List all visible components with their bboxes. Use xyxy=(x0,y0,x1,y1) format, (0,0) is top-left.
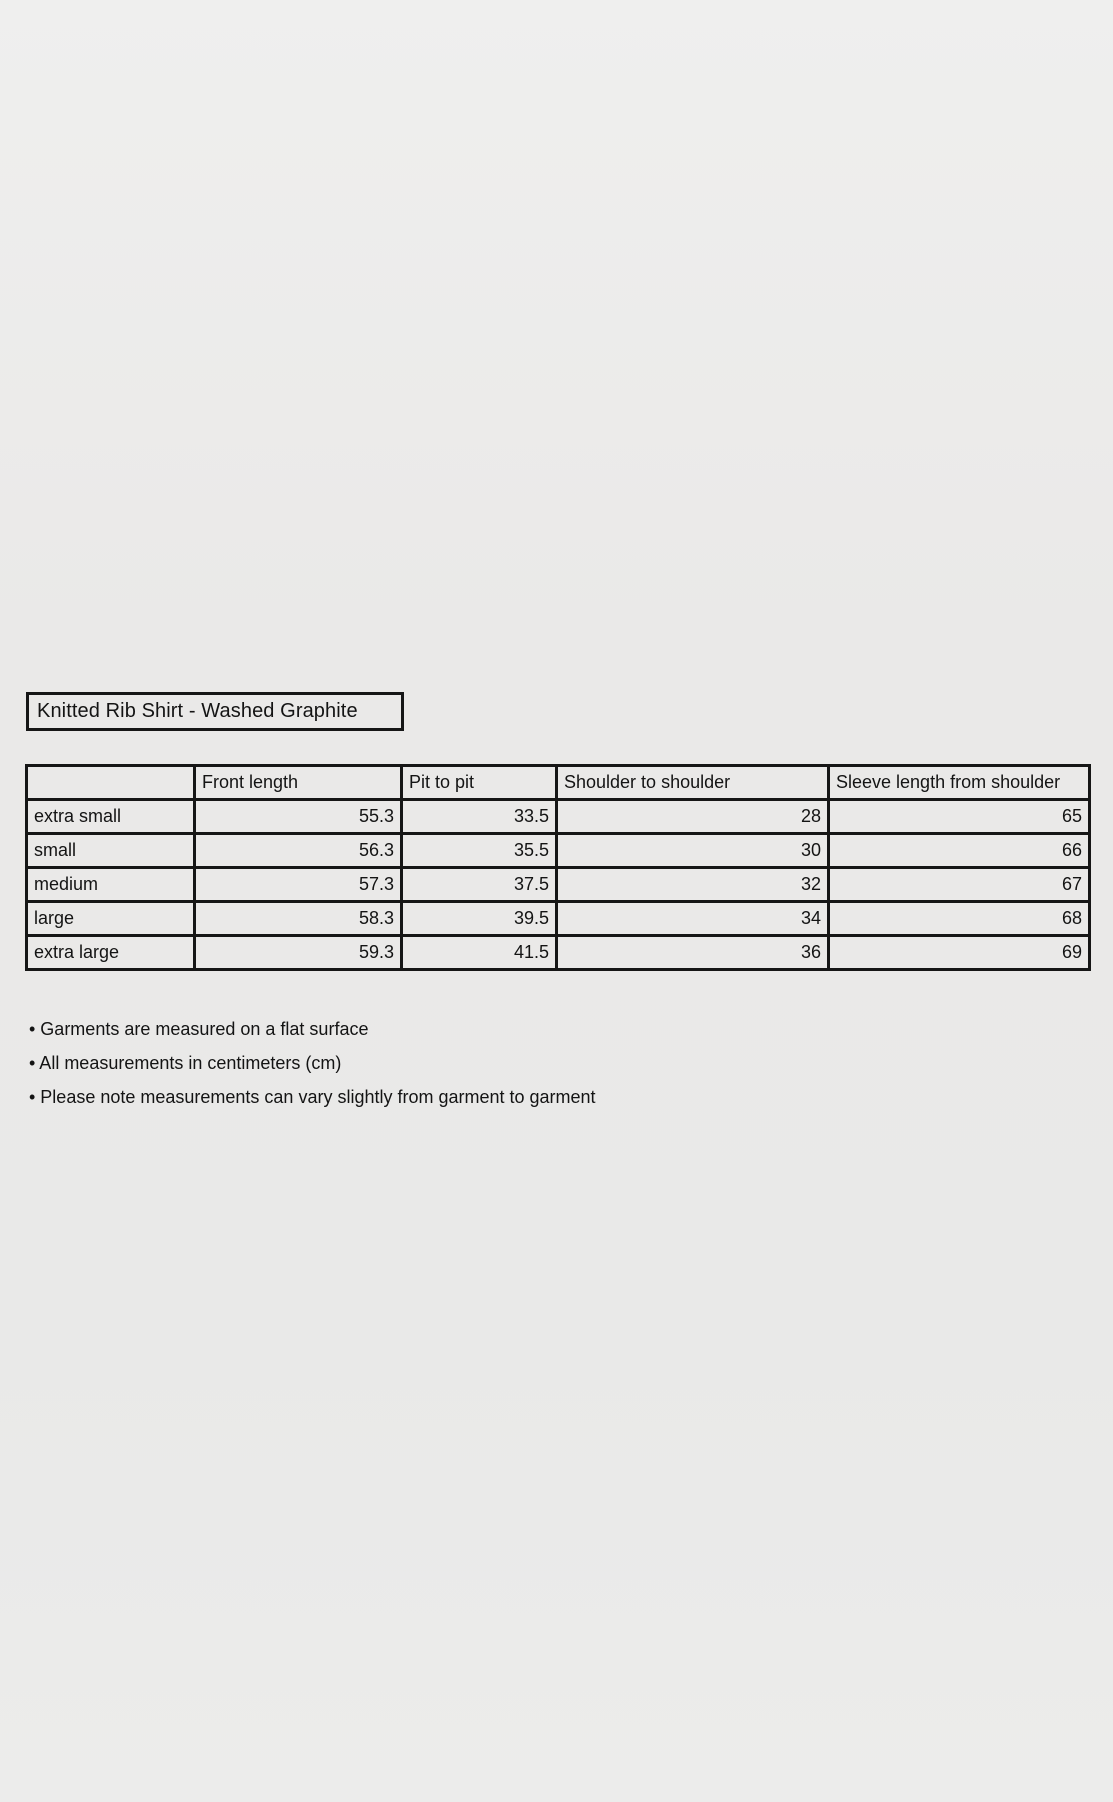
table-row-extra-large xyxy=(27,936,1090,970)
sleeve-length-value: 67 xyxy=(829,868,1090,902)
sleeve-length-value: 65 xyxy=(829,800,1090,834)
pit-to-pit-value: 35.5 xyxy=(402,834,557,868)
column-header-front-length: Front length xyxy=(195,766,402,800)
front-length-value: 56.3 xyxy=(195,834,402,868)
measurement-notes xyxy=(29,1019,596,1121)
table-row-small xyxy=(27,834,1090,868)
column-header-pit-to-pit: Pit to pit xyxy=(402,766,557,800)
size-chart-table xyxy=(25,764,1091,971)
pit-to-pit-value: 37.5 xyxy=(402,868,557,902)
front-length-value: 59.3 xyxy=(195,936,402,970)
size-label: medium xyxy=(27,868,195,902)
shoulder-to-shoulder-value: 28 xyxy=(557,800,829,834)
size-label: small xyxy=(27,834,195,868)
shoulder-to-shoulder-value: 32 xyxy=(557,868,829,902)
table-row-large xyxy=(27,902,1090,936)
column-header-size xyxy=(27,766,195,800)
product-title: Knitted Rib Shirt - Washed Graphite xyxy=(37,700,358,722)
pit-to-pit-value: 33.5 xyxy=(402,800,557,834)
sleeve-length-value: 68 xyxy=(829,902,1090,936)
note-variance: • Please note measurements can vary slightly from garment to garment xyxy=(29,1087,596,1107)
front-length-value: 57.3 xyxy=(195,868,402,902)
note-centimeters: • All measurements in centimeters (cm) xyxy=(29,1053,342,1073)
front-length-value: 58.3 xyxy=(195,902,402,936)
sleeve-length-value: 69 xyxy=(829,936,1090,970)
product-title-box xyxy=(26,692,404,731)
sleeve-length-value: 66 xyxy=(829,834,1090,868)
size-label: large xyxy=(27,902,195,936)
table-row-extra-small xyxy=(27,800,1090,834)
pit-to-pit-value: 41.5 xyxy=(402,936,557,970)
shoulder-to-shoulder-value: 36 xyxy=(557,936,829,970)
pit-to-pit-value: 39.5 xyxy=(402,902,557,936)
column-header-shoulder-to-shoulder: Shoulder to shoulder xyxy=(557,766,829,800)
table-row-medium xyxy=(27,868,1090,902)
front-length-value: 55.3 xyxy=(195,800,402,834)
note-flat-surface: • Garments are measured on a flat surface xyxy=(29,1019,369,1039)
size-label: extra small xyxy=(27,800,195,834)
shoulder-to-shoulder-value: 34 xyxy=(557,902,829,936)
shoulder-to-shoulder-value: 30 xyxy=(557,834,829,868)
table-header-row xyxy=(27,766,1090,800)
size-label: extra large xyxy=(27,936,195,970)
column-header-sleeve-length: Sleeve length from shoulder xyxy=(829,766,1090,800)
